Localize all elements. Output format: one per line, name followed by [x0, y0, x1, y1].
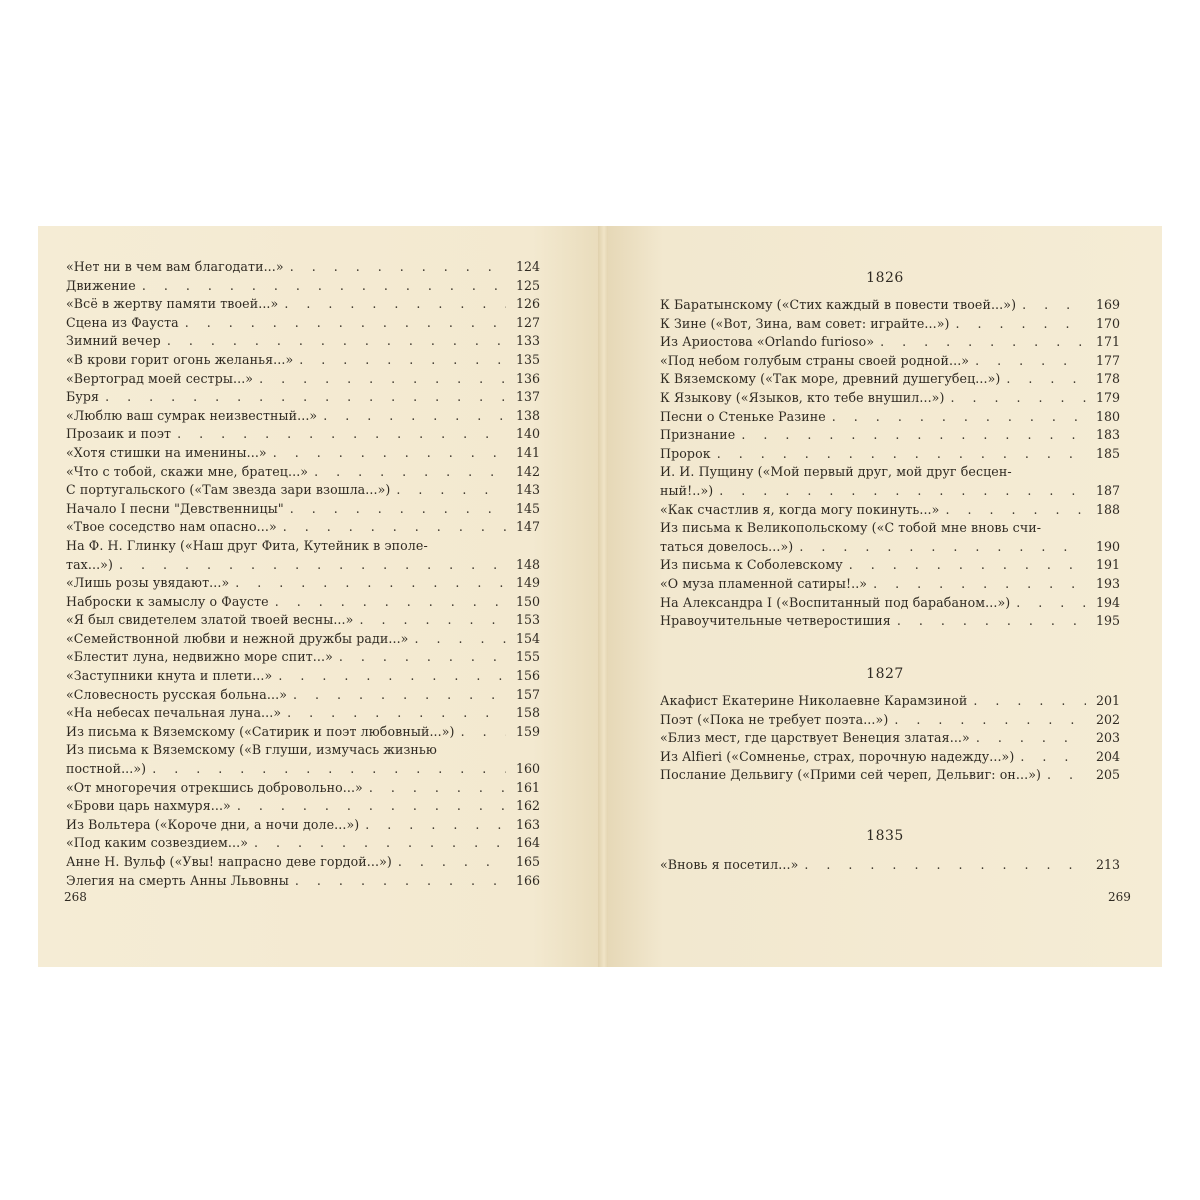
dot-leader — [275, 593, 506, 612]
toc-entry-title: «Как счастлив я, когда могу покинуть...» — [660, 501, 940, 517]
toc-entry-page-number: 159 — [515, 723, 540, 739]
toc-entry — [660, 352, 1120, 371]
toc-entry — [660, 501, 1120, 520]
dot-leader — [804, 856, 1086, 875]
toc-entry — [66, 295, 540, 314]
toc-entry-page-number: 178 — [1095, 371, 1120, 387]
dot-leader — [259, 370, 506, 389]
toc-entry-title: «От многоречия отрекшись добровольно...» — [66, 779, 363, 795]
toc-entry — [66, 741, 540, 778]
toc-entry-page-number: 125 — [515, 277, 540, 293]
toc-entry-page-number: 147 — [515, 519, 540, 535]
toc-entry-title: «Что с тобой, скажи мне, братец...» — [66, 463, 309, 479]
toc-entry-page-number: 190 — [1095, 538, 1120, 554]
dot-leader — [142, 277, 506, 296]
dot-leader — [741, 426, 1086, 445]
toc-entry-title-continued: постной...») — [66, 761, 147, 777]
left-page — [38, 226, 600, 967]
toc-entry-title: Поэт («Пока не требует поэта...») — [660, 711, 889, 727]
toc-entry-page-number: 170 — [1095, 315, 1120, 331]
toc-entry — [66, 667, 540, 686]
toc-entry — [66, 853, 540, 872]
toc-entry-title-continued: тах...») — [66, 556, 114, 572]
toc-entry — [66, 425, 540, 444]
toc-entry-page-number: 204 — [1095, 748, 1120, 764]
toc-entry-title: Буря — [66, 389, 100, 405]
toc-entry-page-number: 133 — [515, 333, 540, 349]
toc-entry-title: Сцена из Фауста — [66, 314, 179, 330]
toc-entry — [660, 766, 1120, 785]
toc-entry-title: К Вяземскому («Так море, древний душегубец...») — [660, 371, 1001, 387]
dot-leader — [894, 711, 1086, 730]
toc-entry-title: К Баратынскому («Стих каждый в повести твоей...») — [660, 297, 1017, 312]
toc-entry — [66, 351, 540, 370]
dot-leader — [951, 389, 1086, 408]
dot-leader — [1047, 766, 1086, 785]
toc-entry-title: «Под небом голубым страны своей родной...» — [660, 352, 970, 368]
dot-leader — [897, 612, 1086, 631]
dot-leader — [1016, 594, 1086, 613]
toc-entry — [660, 594, 1120, 613]
toc-entry-title: «Близ мест, где царствует Венеция златая...» — [660, 730, 970, 746]
toc-entry — [660, 612, 1120, 631]
toc-entry-title: Из письма к Великопольскому («С тобой мне вновь счи- — [660, 520, 1042, 536]
toc-entry-title: «Лишь розы увядают...» — [66, 575, 230, 591]
toc-entry-title: «Я был свидетелем златой твоей весны...» — [66, 612, 354, 628]
toc-entry — [66, 258, 540, 277]
dot-leader — [235, 574, 506, 593]
section-year-heading: 1827 — [866, 666, 904, 682]
toc-entry-title: «Люблю ваш сумрак неизвестный...» — [66, 407, 318, 423]
toc-entry-page-number: 137 — [515, 389, 540, 405]
dot-leader — [359, 611, 506, 630]
toc-entry — [66, 537, 540, 574]
toc-entry — [66, 630, 540, 649]
toc-entry-title: «Твое соседство нам опасно...» — [66, 519, 277, 535]
dot-leader — [832, 408, 1086, 427]
toc-entry-title: «Заступники кнута и плети...» — [66, 668, 273, 684]
dot-leader — [314, 463, 506, 482]
toc-entry-page-number: 143 — [515, 482, 540, 498]
toc-entry-title: Послание Дельвигу («Прими сей череп, Дельвиг: он...») — [660, 767, 1042, 783]
dot-leader — [290, 258, 506, 277]
dot-leader — [365, 816, 506, 835]
page-folio-right: 269 — [1108, 890, 1131, 904]
toc-entry — [660, 408, 1120, 427]
dot-leader — [461, 723, 506, 742]
toc-entry-page-number: 124 — [515, 259, 540, 274]
toc-entry — [66, 463, 540, 482]
section-year-heading: 1826 — [866, 270, 904, 286]
toc-entry-page-number: 127 — [515, 314, 540, 330]
toc-entry-page-number: 163 — [515, 816, 540, 832]
toc-entry-title: «Всё в жертву памяти твоей...» — [66, 296, 279, 312]
toc-entry-title: Из Ариостова «Orlando furioso» — [660, 334, 875, 350]
toc-entry-title: Песни о Стеньке Разине — [660, 408, 826, 424]
toc-entry-title: Из Вольтера («Короче дни, а ночи доле...») — [66, 816, 360, 832]
toc-entry — [66, 574, 540, 593]
toc-entry-page-number: 138 — [515, 407, 540, 423]
toc-entry-title: К Зине («Вот, Зина, вам совет: играйте...») — [660, 315, 950, 331]
toc-entry-title: «В крови горит огонь желанья...» — [66, 351, 294, 367]
dot-leader — [290, 500, 506, 519]
toc-entry-continuation — [660, 538, 1120, 557]
toc-entry-page-number: 188 — [1095, 501, 1120, 517]
toc-entry — [660, 445, 1120, 464]
toc-entry-page-number: 135 — [515, 351, 540, 367]
dot-leader — [719, 482, 1086, 501]
toc-entry-page-number: 203 — [1095, 730, 1120, 746]
toc-entry-page-number: 191 — [1095, 557, 1120, 573]
toc-entry-page-number: 164 — [515, 835, 540, 851]
toc-entry-page-number: 157 — [515, 686, 540, 702]
dot-leader — [284, 295, 506, 314]
dot-leader — [167, 332, 506, 351]
toc-entry — [660, 370, 1120, 389]
toc-entry-page-number: 180 — [1095, 408, 1120, 424]
toc-entry-page-number: 155 — [515, 649, 540, 665]
dot-leader — [293, 686, 506, 705]
dot-leader — [152, 760, 506, 779]
toc-list-right — [660, 856, 1120, 875]
dot-leader — [287, 704, 506, 723]
toc-entry — [660, 575, 1120, 594]
dot-leader — [396, 481, 506, 500]
toc-entry-page-number: 136 — [515, 370, 540, 386]
toc-entry — [66, 332, 540, 351]
toc-entry-title: Признание — [660, 427, 736, 443]
toc-entry-page-number: 194 — [1095, 594, 1120, 610]
toc-entry-page-number: 169 — [1095, 297, 1120, 312]
toc-entry-page-number: 177 — [1095, 352, 1120, 368]
dot-leader — [973, 692, 1086, 711]
toc-entry-page-number: 141 — [515, 444, 540, 460]
dot-leader — [105, 388, 506, 407]
toc-entry-title: И. И. Пущину («Мой первый друг, мой друг бесцен- — [660, 464, 1012, 480]
toc-entry-page-number: 171 — [1095, 334, 1120, 350]
dot-leader — [369, 779, 506, 798]
page-folio-left: 268 — [64, 890, 87, 904]
toc-entry-page-number: 160 — [515, 761, 540, 777]
toc-entry — [660, 692, 1120, 711]
toc-entry-page-number: 179 — [1095, 389, 1120, 405]
toc-entry-page-number: 185 — [1095, 445, 1120, 461]
toc-entry — [66, 648, 540, 667]
toc-entry — [66, 872, 540, 891]
toc-entry — [660, 729, 1120, 748]
toc-entry-title: Из Alfieri («Сомненье, страх, порочную надежду...») — [660, 748, 1015, 764]
toc-entry-title: «Блестит луна, недвижно море спит...» — [66, 649, 333, 665]
toc-entry — [66, 444, 540, 463]
toc-entry-title: «Семействонной любви и нежной дружбы ради...» — [66, 630, 409, 646]
dot-leader — [299, 351, 506, 370]
toc-entry-title: Нравоучительные четверостишия — [660, 613, 891, 629]
toc-entry-title: «Хотя стишки на именины...» — [66, 444, 267, 460]
toc-entry-title: Анне Н. Вульф («Увы! напрасно деве гордой...») — [66, 854, 392, 869]
toc-entry — [66, 481, 540, 500]
dot-leader — [1020, 748, 1086, 767]
toc-entry — [66, 686, 540, 705]
toc-entry-title: С португальского («Там звезда зари взошла...») — [66, 482, 391, 498]
dot-leader — [339, 648, 506, 667]
toc-entry — [66, 797, 540, 816]
toc-entry-title: Наброски к замыслу о Фаусте — [66, 593, 269, 609]
dot-leader — [254, 834, 506, 853]
toc-entry — [66, 388, 540, 407]
dot-leader — [177, 425, 506, 444]
toc-entry-title: К Языкову («Языков, кто тебе внушил...») — [660, 389, 945, 405]
toc-entry-page-number: 183 — [1095, 427, 1120, 443]
toc-entry-page-number: 154 — [515, 630, 540, 646]
toc-entry-page-number: 201 — [1095, 693, 1120, 708]
dot-leader — [799, 538, 1086, 557]
toc-entry — [660, 856, 1120, 875]
toc-entry-title: Начало I песни "Девственницы" — [66, 500, 284, 516]
toc-entry-title-continued: таться довелось...») — [660, 538, 794, 554]
toc-entry — [660, 711, 1120, 730]
toc-entry-page-number: 162 — [515, 798, 540, 814]
toc-entry — [660, 556, 1120, 575]
toc-entry — [66, 277, 540, 296]
toc-entry — [66, 407, 540, 426]
toc-entry-page-number: 126 — [515, 296, 540, 312]
dot-leader — [880, 333, 1086, 352]
toc-entry — [660, 748, 1120, 767]
toc-entry-title: «Под каким созвездием...» — [66, 835, 248, 851]
toc-entry-page-number: 161 — [515, 779, 540, 795]
toc-entry-title: Прозаик и поэт — [66, 426, 172, 442]
dot-leader — [1006, 370, 1086, 389]
dot-leader — [976, 729, 1086, 748]
toc-entry-title: «Брови царь нахмуря...» — [66, 798, 231, 814]
toc-entry — [66, 370, 540, 389]
toc-entry-title-continued: ный!..») — [660, 482, 714, 498]
dot-leader — [975, 352, 1086, 371]
dot-leader — [956, 315, 1086, 334]
dot-leader — [873, 575, 1086, 594]
toc-entry-page-number: 195 — [1095, 613, 1120, 629]
dot-leader — [237, 797, 506, 816]
toc-entry — [66, 704, 540, 723]
toc-entry-title: На Ф. Н. Глинку («Наш друг Фита, Кутейник в эполе- — [66, 537, 428, 553]
toc-entry-page-number: 213 — [1095, 857, 1120, 872]
dot-leader — [414, 630, 506, 649]
toc-entry — [66, 779, 540, 798]
toc-entry — [660, 389, 1120, 408]
dot-leader — [185, 314, 506, 333]
toc-entry-title: Акафист Екатерине Николаевне Карамзиной — [660, 693, 968, 708]
toc-entry-page-number: 205 — [1095, 767, 1120, 783]
dot-leader — [1022, 296, 1086, 315]
toc-entry-page-number: 165 — [515, 854, 540, 869]
toc-entry-title: «На небесах печальная луна...» — [66, 705, 282, 721]
dot-leader — [323, 407, 506, 426]
toc-entry — [66, 723, 540, 742]
toc-entry-title: На Александра I («Воспитанный под барабаном...») — [660, 594, 1011, 610]
toc-entry — [66, 611, 540, 630]
dot-leader — [717, 445, 1086, 464]
dot-leader — [945, 501, 1086, 520]
toc-entry — [66, 314, 540, 333]
toc-entry — [660, 296, 1120, 315]
toc-entry — [660, 519, 1120, 556]
toc-entry-title: Зимний вечер — [66, 333, 161, 349]
toc-entry-page-number: 193 — [1095, 575, 1120, 591]
toc-entry-page-number: 202 — [1095, 711, 1120, 727]
right-page — [608, 226, 1162, 967]
toc-entry-page-number: 150 — [515, 593, 540, 609]
toc-list-left — [66, 258, 540, 890]
toc-entry-title: Из письма к Соболевскому — [660, 557, 843, 573]
toc-entry-title: «Словесность русская больна...» — [66, 686, 288, 702]
toc-entry-page-number: 148 — [515, 556, 540, 572]
toc-entry-continuation — [660, 482, 1120, 501]
toc-entry-title: Из письма к Вяземскому («Сатирик и поэт любовный...») — [66, 723, 455, 739]
toc-entry — [66, 816, 540, 835]
toc-entry-page-number: 158 — [515, 705, 540, 721]
toc-entry-title: «Вертоград моей сестры...» — [66, 370, 254, 386]
dot-leader — [295, 872, 506, 891]
toc-entry — [660, 463, 1120, 500]
toc-entry — [66, 593, 540, 612]
toc-entry — [66, 500, 540, 519]
toc-entry — [660, 426, 1120, 445]
toc-entry-title: Пророк — [660, 445, 711, 461]
toc-entry-title: «Нет ни в чем вам благодати...» — [66, 259, 284, 274]
toc-entry-page-number: 140 — [515, 426, 540, 442]
toc-entry-continuation — [66, 760, 540, 779]
toc-entry-continuation — [66, 556, 540, 575]
toc-entry-page-number: 187 — [1095, 482, 1120, 498]
toc-entry-title: Элегия на смерть Анны Львовны — [66, 872, 289, 888]
toc-entry — [66, 518, 540, 537]
book-spread — [38, 226, 1162, 967]
toc-entry-title: «О муза пламенной сатиры!..» — [660, 575, 868, 591]
toc-entry-page-number: 166 — [515, 872, 540, 888]
toc-entry-page-number: 149 — [515, 575, 540, 591]
section-year-heading: 1835 — [866, 828, 904, 844]
toc-entry-page-number: 156 — [515, 668, 540, 684]
dot-leader — [273, 444, 506, 463]
dot-leader — [398, 853, 506, 872]
toc-list-right — [660, 692, 1120, 785]
toc-entry — [660, 333, 1120, 352]
dot-leader — [283, 518, 506, 537]
toc-entry-title: Движение — [66, 277, 136, 293]
toc-list-right — [660, 296, 1120, 631]
dot-leader — [278, 667, 506, 686]
dot-leader — [849, 556, 1086, 575]
toc-entry-title: «Вновь я посетил...» — [660, 857, 799, 872]
toc-entry-title: Из письма к Вяземскому («В глуши, измучась жизнью — [66, 742, 437, 758]
toc-entry-page-number: 153 — [515, 612, 540, 628]
toc-entry — [66, 834, 540, 853]
toc-entry-page-number: 142 — [515, 463, 540, 479]
toc-entry-page-number: 145 — [515, 500, 540, 516]
dot-leader — [119, 556, 506, 575]
toc-entry — [660, 315, 1120, 334]
